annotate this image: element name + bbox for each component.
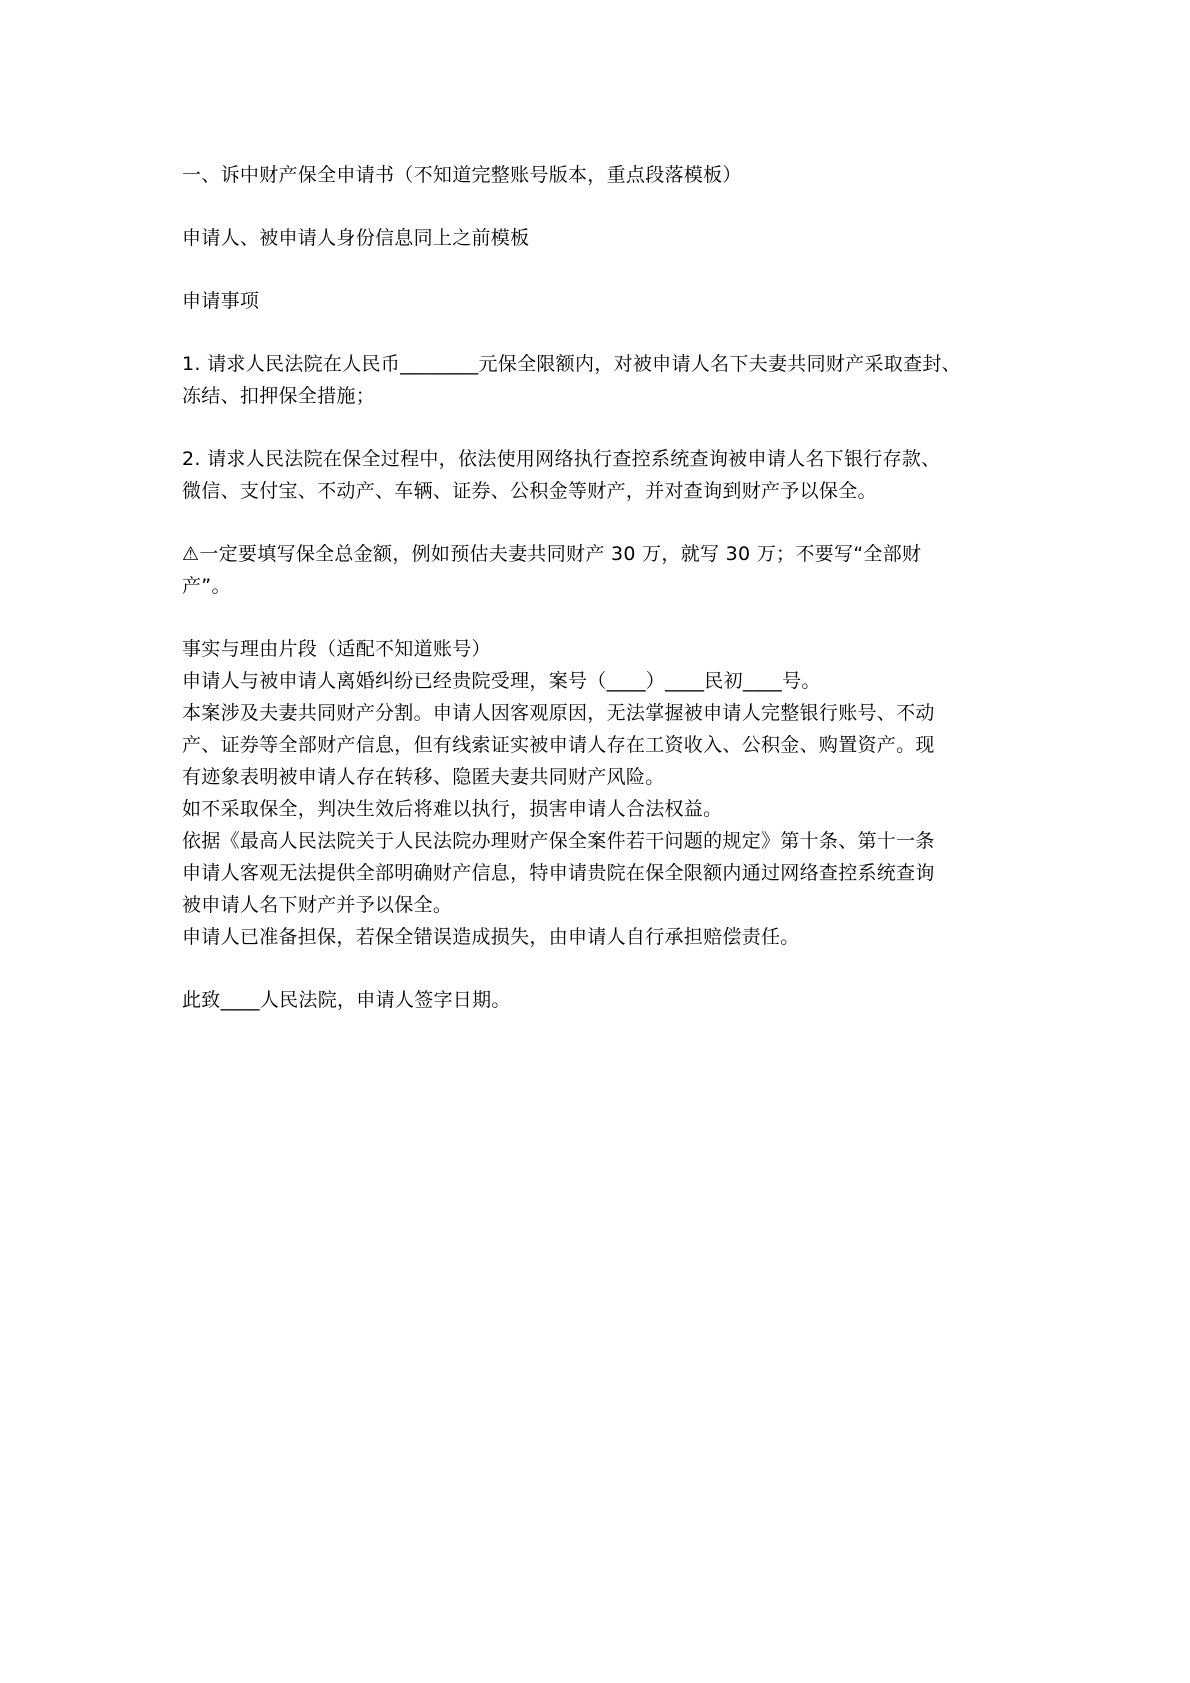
warning-line-2: 产”。 — [182, 575, 231, 597]
warning-line-1: ⚠一定要填写保全总金额，例如预估夫妻共同财产 30 万，就写 30 万；不要写“全部财 — [182, 543, 922, 565]
facts-enforcement-risk: 如不采取保全，判决生效后将难以执行，损害申请人合法权益。 — [182, 798, 723, 820]
identity-note: 申请人、被申请人身份信息同上之前模板 — [182, 227, 530, 249]
closing-line: 此致____人民法院，申请人签字日期。 — [182, 989, 511, 1011]
facts-property-line-3: 有迹象表明被申请人存在转移、隐匿夫妻共同财产风险。 — [182, 766, 665, 788]
facts-property-line-1: 本案涉及夫妻共同财产分割。申请人因客观原因，无法掌握被申请人完整银行账号、不动 — [182, 702, 935, 724]
facts-property-line-2: 产、证券等全部财产信息，但有线索证实被申请人存在工资收入、公积金、购置资产。现 — [182, 734, 935, 756]
facts-case-number: 申请人与被申请人离婚纠纷已经贵院受理，案号（____）____民初____号。 — [182, 670, 821, 692]
facts-query-request-line-1: 申请人客观无法提供全部明确财产信息，特申请贵院在保全限额内通过网络查控系统查询 — [182, 862, 935, 884]
request-1-line-1: 1. 请求人民法院在人民币________元保全限额内，对被申请人名下夫妻共同财产采取查封、 — [182, 353, 961, 375]
request-2-line-2: 微信、支付宝、不动产、车辆、证券、公积金等财产，并对查询到财产予以保全。 — [182, 480, 877, 502]
facts-query-request-line-2: 被申请人名下财产并予以保全。 — [182, 894, 453, 916]
facts-legal-basis: 依据《最高人民法院关于人民法院办理财产保全案件若干问题的规定》第十条、第十一条 — [182, 830, 935, 852]
requests-heading: 申请事项 — [182, 290, 260, 312]
document-body — [182, 159, 1032, 1016]
facts-guarantee: 申请人已准备担保，若保全错误造成损失，由申请人自行承担赔偿责任。 — [182, 926, 800, 948]
request-2-line-1: 2. 请求人民法院在保全过程中，依法使用网络执行查控系统查询被申请人名下银行存款、 — [182, 448, 941, 470]
document-title: 一、诉中财产保全申请书（不知道完整账号版本，重点段落模板） — [182, 164, 742, 186]
facts-heading: 事实与理由片段（适配不知道账号） — [182, 638, 491, 660]
request-1-line-2: 冻结、扣押保全措施； — [182, 385, 376, 407]
